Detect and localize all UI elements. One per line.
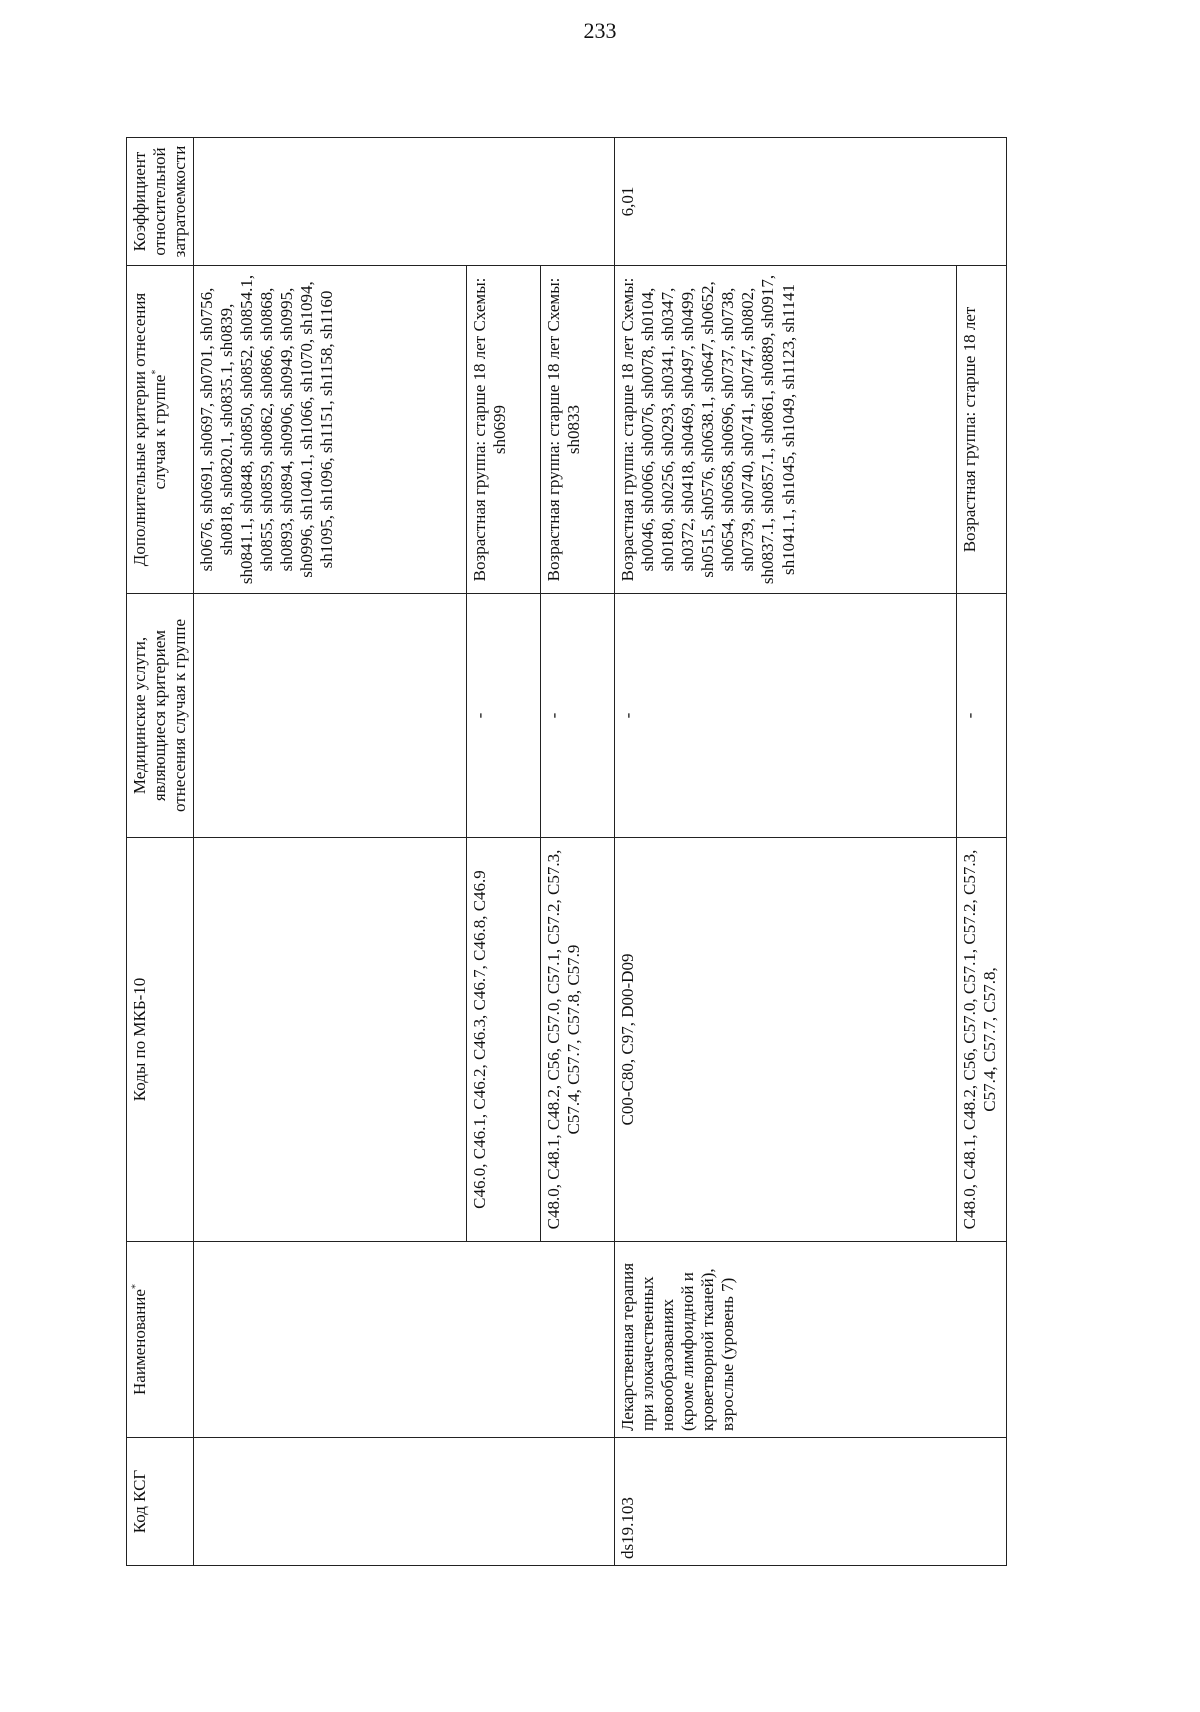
cell-criteria: Возрастная группа: старше 18 лет Схемы: sh0699 <box>467 266 541 594</box>
footnote-mark: * <box>150 369 162 375</box>
cell-services: - <box>957 594 1007 838</box>
cell-services: - <box>541 594 615 838</box>
cell-services: - <box>615 594 957 838</box>
cell-icd: C46.0, C46.1, C46.2, C46.3, C46.7, C46.8, C46.9 <box>467 838 541 1242</box>
header-criteria: Дополнительные критерии отнесения случая к группе* <box>127 266 194 594</box>
header-coef: Коэффициент относительной затратоемкости <box>127 138 194 266</box>
cell-icd <box>194 838 467 1242</box>
table-row <box>615 138 957 1566</box>
cell-icd: C48.0, C48.1, C48.2, C56, C57.0, C57.1, C57.2, C57.3, C57.4, C57.7, C57.8, C57.9 <box>541 838 615 1242</box>
header-services: Медицинские услуги, являющиеся критерием отнесения случая к группе <box>127 594 194 838</box>
cell-coef: 6,01 <box>615 138 1007 266</box>
cell-name: Лекарственная терапия при злокачественных новообразованиях (кроме лимфоидной и кроветворной тканей), взрослые (уровень 7) <box>615 1242 1007 1438</box>
ksg-table <box>126 137 1007 1566</box>
cell-icd: C48.0, C48.1, C48.2, C56, C57.0, C57.1, C57.2, C57.3, C57.4, C57.7, C57.8, <box>957 838 1007 1242</box>
footnote-mark: * <box>130 1284 142 1290</box>
cell-criteria: sh0676, sh0691, sh0697, sh0701, sh0756, sh0818, sh0820.1, sh0835.1, sh0839, sh0841.1, sh0848, sh0850, sh0852, sh0854.1, sh0855, sh0859, sh0862, sh0866, sh0868, sh0893, sh0894, sh0906, sh0949, sh0995, sh0996, sh1040.1, sh1066, sh1070, sh1094, sh1095, sh1096, sh1151, sh1158, sh1160 <box>194 266 467 594</box>
cell-services <box>194 594 467 838</box>
cell-coef <box>194 138 615 266</box>
page-number: 233 <box>583 18 617 43</box>
table-header-row <box>127 138 194 1566</box>
rotated-table-container <box>126 138 1094 1566</box>
cell-icd: C00-C80, C97, D00-D09 <box>615 838 957 1242</box>
cell-criteria: Возрастная группа: старше 18 лет Схемы: sh0046, sh0066, sh0076, sh0078, sh0104, sh0180, sh0256, sh0293, sh0341, sh0347, sh0372, sh0418, sh0469, sh0497, sh0499, sh0515, sh0576, sh0638.1, sh0647, sh0652, sh0654, sh0658, sh0696, sh0737, sh0738, sh0739, sh0740, sh0741, sh0747, sh0802, sh0837.1, sh0857.1, sh0861, sh0889, sh0917, sh1041.1, sh1045, sh1049, sh1123, sh1141 <box>615 266 957 594</box>
cell-criteria: Возрастная группа: старше 18 лет Схемы: sh0833 <box>541 266 615 594</box>
header-code: Код КСГ <box>127 1438 194 1566</box>
header-name: Наименование* <box>127 1242 194 1438</box>
cell-criteria: Возрастная группа: старше 18 лет <box>957 266 1007 594</box>
cell-code: ds19.103 <box>615 1438 1007 1566</box>
table-row <box>194 138 467 1566</box>
cell-code <box>194 1438 615 1566</box>
cell-name <box>194 1242 615 1438</box>
header-icd: Коды по МКБ-10 <box>127 838 194 1242</box>
cell-services: - <box>467 594 541 838</box>
